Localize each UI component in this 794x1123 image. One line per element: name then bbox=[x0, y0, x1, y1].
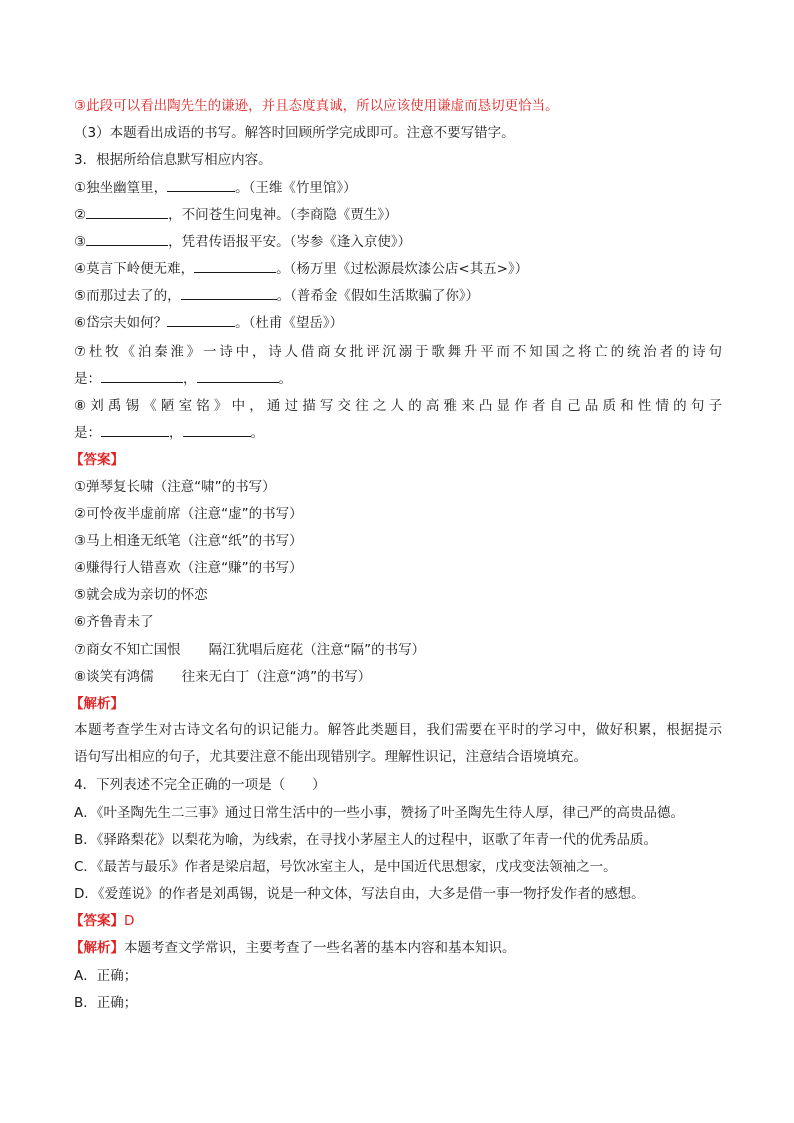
q4-option-a: A．《叶圣陶先生二三事》通过日常生活中的一些小事，赞扬了叶圣陶先生待人厚，律己严的高贵品德。 bbox=[74, 805, 684, 821]
answer-blank[interactable] bbox=[181, 285, 277, 300]
question-4-title: 4．下列表述不完全正确的一项是（ ） bbox=[74, 777, 326, 793]
answer-heading: 【答案】 bbox=[70, 452, 124, 468]
answer-blank[interactable] bbox=[101, 422, 169, 437]
answer-blank[interactable] bbox=[167, 177, 235, 192]
q3-item-4: ④莫言下岭便无难， 。（杨万里《过松源晨炊漆公店<其五>》） bbox=[74, 258, 528, 279]
answer-item-5: ⑤就会成为亲切的怀恋 bbox=[74, 587, 208, 603]
q4-option-b: B．《驿路梨花》以梨花为喻，为线索，在寻找小茅屋主人的过程中，讴歌了年青一代的优秀品质。 bbox=[74, 832, 658, 848]
answer-blank[interactable] bbox=[101, 368, 183, 383]
q4-analysis: 【解析】本题考查文学常识，主要考查了一些名著的基本内容和基本知识。 bbox=[70, 940, 516, 956]
answer-item-7: ⑦商女不知亡国恨 隔江犹唱后庭花（注意“隔”的书写） bbox=[74, 642, 426, 658]
q3-item-8-text: ⑧刘禹锡《陋室铭》中，通过描写交往之人的高雅来凸显作者自己品质和性情的句子 bbox=[74, 398, 722, 414]
q3-item-7: ⑦杜牧《泊秦淮》一诗中，诗人借商女批评沉溺于歌舞升平而不知国之将亡的统治者的诗句 是： ， 。 bbox=[74, 339, 722, 393]
q4-judgement-a: A．正确； bbox=[74, 968, 138, 984]
answer-item-8: ⑧谈笑有鸿儒 往来无白丁（注意“鸿”的书写） bbox=[74, 669, 372, 685]
answer-blank[interactable] bbox=[86, 204, 168, 219]
answer-item-2: ②可怜夜半虚前席（注意“虚”的书写） bbox=[74, 506, 303, 522]
answer-item-6: ⑥齐鲁青未了 bbox=[74, 614, 154, 630]
answer-blank[interactable] bbox=[194, 258, 276, 273]
answer-blank[interactable] bbox=[197, 368, 279, 383]
q4-answer: 【答案】D bbox=[70, 913, 135, 929]
answer-item-4: ④赚得行人错喜欢（注意“赚”的书写） bbox=[74, 560, 303, 576]
answer-blank[interactable] bbox=[86, 231, 168, 246]
q4-option-c: C．《最苦与最乐》作者是梁启超，号饮冰室主人，是中国近代思想家，戊戌变法领袖之一。 bbox=[74, 859, 617, 875]
q3-item-1: ①独坐幽篁里， 。（王维《竹里馆》） bbox=[74, 177, 357, 198]
q3-item-3: ③ ，凭君传语报平安。（岑参《逢入京使》） bbox=[74, 231, 411, 252]
q3-item-8: ⑧刘禹锡《陋室铭》中，通过描写交往之人的高雅来凸显作者自己品质和性情的句子 是： ， 。 bbox=[74, 393, 722, 447]
answer-blank[interactable] bbox=[167, 312, 235, 327]
q4-option-d: D．《爱莲说》的作者是刘禹锡，说是一种文体，写法自由，大多是借一事一物抒发作者的感想。 bbox=[74, 886, 645, 902]
q3-item-5: ⑤而那过去了的， 。（普希金《假如生活欺骗了你》） bbox=[74, 285, 479, 306]
answer-item-1: ①弹琴复长啸（注意“啸”的书写） bbox=[74, 479, 276, 495]
note-3: （3）本题看出成语的书写。解答时回顾所学完成即可。注意不要写错字。 bbox=[74, 125, 515, 141]
q3-item-2: ② ，不问苍生问鬼神。（李商隐《贾生》） bbox=[74, 204, 398, 225]
answer-blank[interactable] bbox=[183, 422, 251, 437]
q3-item-6: ⑥岱宗夫如何？ 。（杜甫《望岳》） bbox=[74, 312, 343, 333]
top-note: ③此段可以看出陶先生的谦逊，并且态度真诚，所以应该使用谦虚而恳切更恰当。 bbox=[74, 98, 559, 114]
question-3-title: 3．根据所给信息默写相应内容。 bbox=[74, 152, 272, 168]
q3-item-7-text: ⑦杜牧《泊秦淮》一诗中，诗人借商女批评沉溺于歌舞升平而不知国之将亡的统治者的诗句 bbox=[74, 344, 722, 360]
answer-item-3: ③马上相逢无纸笔（注意“纸”的书写） bbox=[74, 533, 303, 549]
analysis-body: 本题考查学生对古诗文名句的识记能力。解答此类题目，我们需要在平时的学习中，做好积累，根据提示 语句写出相应的句子，尤其要注意不能出现错别字。理解性识记，注意结合语境填充。 bbox=[74, 722, 722, 765]
q4-judgement-b: B．正确； bbox=[74, 995, 138, 1011]
analysis-heading: 【解析】 bbox=[70, 696, 124, 712]
